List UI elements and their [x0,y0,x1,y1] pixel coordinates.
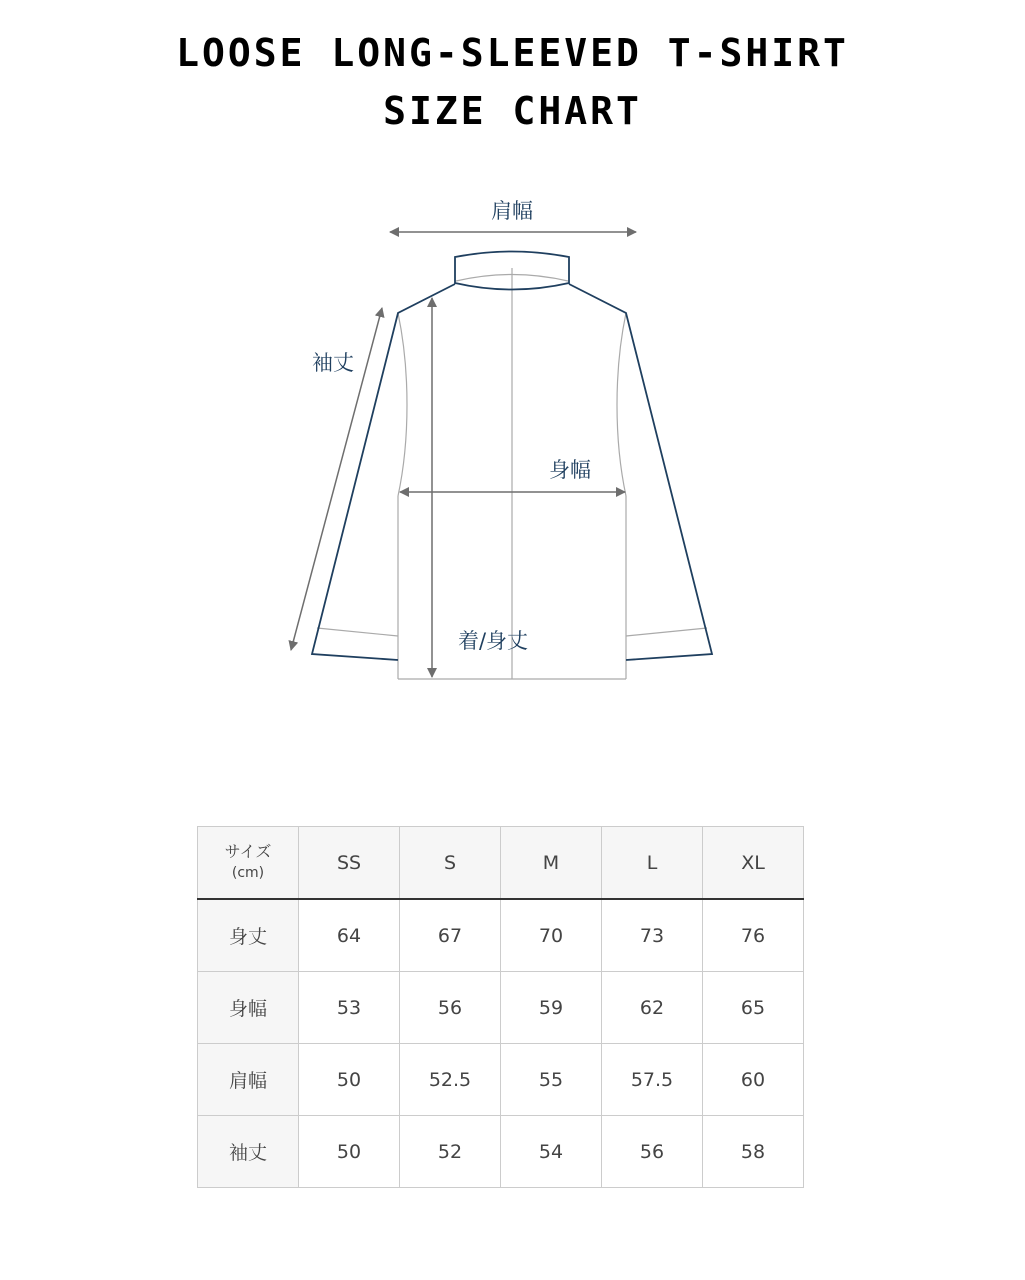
row-label: 身丈 [198,899,299,972]
corner-label: サイズ [224,842,272,861]
table-cell: 70 [501,899,602,972]
table-cell: 56 [602,1116,703,1188]
table-cell: 73 [602,899,703,972]
table-cell: 52 [400,1116,501,1188]
table-cell: 55 [501,1044,602,1116]
table-cell: 76 [703,899,804,972]
table-cell: 65 [703,972,804,1044]
measurement-arrows [291,232,636,677]
table-header-row [198,827,804,900]
size-header: S [400,827,501,900]
table-cell: 58 [703,1116,804,1188]
body-width-label: 身幅 [549,458,591,482]
left-cuff-line [317,628,398,636]
table-cell: 59 [501,972,602,1044]
size-header: L [602,827,703,900]
table-row [198,1044,804,1116]
size-table [197,826,804,1188]
table-cell: 64 [299,899,400,972]
row-label: 身幅 [198,972,299,1044]
left-armhole [398,313,407,496]
table-cell: 53 [299,972,400,1044]
right-cuff-line [626,628,707,636]
corner-unit: (cm) [231,865,265,881]
size-header: XL [703,827,804,900]
table-row [198,1116,804,1188]
table-cell: 56 [400,972,501,1044]
table-row [198,899,804,972]
table-cell: 52.5 [400,1044,501,1116]
table-corner-header [198,827,299,900]
size-header: M [501,827,602,900]
table-cell: 67 [400,899,501,972]
row-label: 袖丈 [198,1116,299,1188]
right-armhole [617,313,626,496]
row-label: 肩幅 [198,1044,299,1116]
sleeve-length-label: 袖丈 [312,351,354,375]
table-cell: 60 [703,1044,804,1116]
left-sleeve-outline [312,284,455,660]
table-cell: 54 [501,1116,602,1188]
table-cell: 57.5 [602,1044,703,1116]
table-cell: 50 [299,1044,400,1116]
table-row [198,972,804,1044]
size-header: SS [299,827,400,900]
body-length-label: 着/身丈 [457,629,529,653]
page-title-line-1: LOOSE LONG-SLEEVED T-SHIRT [176,31,849,75]
table-cell: 50 [299,1116,400,1188]
page-title-line-2: SIZE CHART [383,89,642,133]
shoulder-width-label: 肩幅 [491,199,533,223]
table-cell: 62 [602,972,703,1044]
